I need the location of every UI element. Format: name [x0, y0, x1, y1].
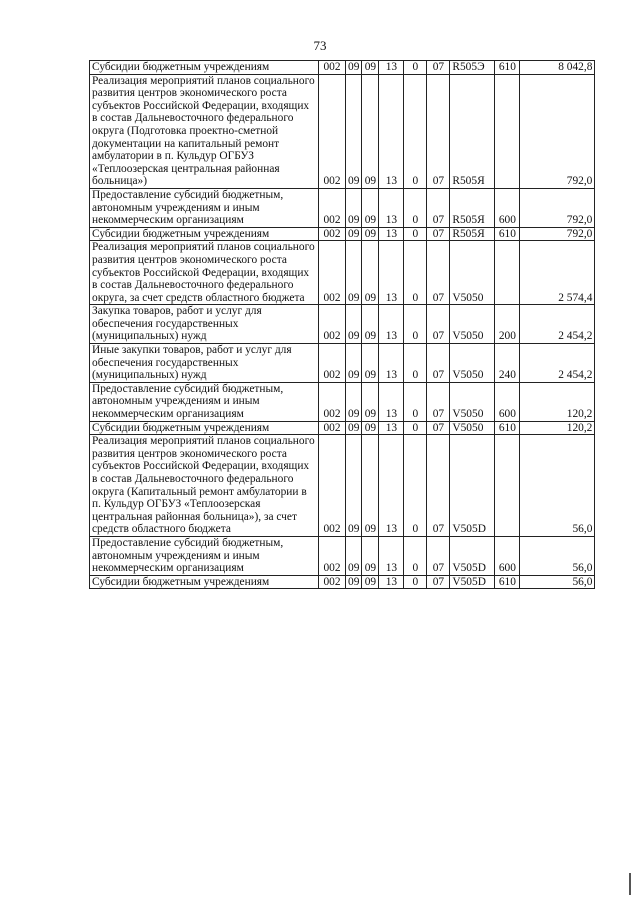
amount-cell: 792,0 [520, 74, 595, 188]
direction-code-cell: R505Я [450, 227, 495, 241]
table-row [90, 344, 595, 383]
table-row [90, 435, 595, 537]
activity-code-cell: 07 [427, 227, 450, 241]
expense-type-cell: 610 [495, 227, 520, 241]
subsection-code-cell: 09 [362, 435, 379, 537]
ministry-code-cell: 002 [319, 344, 346, 383]
expense-type-cell: 240 [495, 344, 520, 383]
row-name-cell: Реализация мероприятий планов социального развития центров экономического роста субъектов Российской Федерации, входящих в состав Дальневосточного федерального округа, за счет средств областного бюджета [90, 241, 319, 305]
subprogram-code-cell: 0 [404, 74, 427, 188]
row-name-cell: Реализация мероприятий планов социального развития центров экономического роста субъектов Российской Федерации, входящих в состав Дальневосточного федерального округа (Капитальный ремонт амбулатории в п. Кульдур ОГБУЗ «Теплоозерская центральная районная больница»), за счет средств областного бюджета [90, 435, 319, 537]
subprogram-code-cell: 0 [404, 305, 427, 344]
expense-type-cell [495, 241, 520, 305]
subsection-code-cell: 09 [362, 305, 379, 344]
table-row [90, 421, 595, 435]
amount-cell: 792,0 [520, 188, 595, 227]
expense-type-cell [495, 435, 520, 537]
subprogram-code-cell: 0 [404, 536, 427, 575]
subprogram-code-cell: 0 [404, 382, 427, 421]
amount-cell: 8 042,8 [520, 61, 595, 75]
program-code-cell: 13 [379, 536, 404, 575]
subprogram-code-cell: 0 [404, 188, 427, 227]
page-number: 73 [313, 38, 327, 53]
ministry-code-cell: 002 [319, 227, 346, 241]
subsection-code-cell: 09 [362, 74, 379, 188]
section-code-cell: 09 [346, 435, 362, 537]
program-code-cell: 13 [379, 241, 404, 305]
direction-code-cell: V505D [450, 575, 495, 589]
activity-code-cell: 07 [427, 575, 450, 589]
subprogram-code-cell: 0 [404, 435, 427, 537]
expense-type-cell: 200 [495, 305, 520, 344]
row-name-cell: Субсидии бюджетным учреждениям [90, 61, 319, 75]
subprogram-code-cell: 0 [404, 227, 427, 241]
margin-mark [629, 873, 631, 895]
activity-code-cell: 07 [427, 421, 450, 435]
ministry-code-cell: 002 [319, 305, 346, 344]
program-code-cell: 13 [379, 344, 404, 383]
subsection-code-cell: 09 [362, 61, 379, 75]
section-code-cell: 09 [346, 61, 362, 75]
program-code-cell: 13 [379, 227, 404, 241]
subsection-code-cell: 09 [362, 227, 379, 241]
ministry-code-cell: 002 [319, 61, 346, 75]
ministry-code-cell: 002 [319, 74, 346, 188]
activity-code-cell: 07 [427, 74, 450, 188]
table-row [90, 227, 595, 241]
section-code-cell: 09 [346, 188, 362, 227]
activity-code-cell: 07 [427, 61, 450, 75]
expense-type-cell: 600 [495, 382, 520, 421]
table-row [90, 241, 595, 305]
section-code-cell: 09 [346, 74, 362, 188]
amount-cell: 120,2 [520, 421, 595, 435]
program-code-cell: 13 [379, 575, 404, 589]
subsection-code-cell: 09 [362, 536, 379, 575]
ministry-code-cell: 002 [319, 435, 346, 537]
section-code-cell: 09 [346, 575, 362, 589]
table-row [90, 61, 595, 75]
direction-code-cell: V5050 [450, 241, 495, 305]
ministry-code-cell: 002 [319, 188, 346, 227]
amount-cell: 56,0 [520, 435, 595, 537]
row-name-cell: Субсидии бюджетным учреждениям [90, 227, 319, 241]
program-code-cell: 13 [379, 74, 404, 188]
row-name-cell: Закупка товаров, работ и услуг для обеспечения государственных (муниципальных) нужд [90, 305, 319, 344]
table-row [90, 305, 595, 344]
subsection-code-cell: 09 [362, 382, 379, 421]
subprogram-code-cell: 0 [404, 421, 427, 435]
row-name-cell: Предоставление субсидий бюджетным, автономным учреждениям и иным некоммерческим организациям [90, 382, 319, 421]
table-row [90, 382, 595, 421]
activity-code-cell: 07 [427, 344, 450, 383]
expense-type-cell: 610 [495, 421, 520, 435]
ministry-code-cell: 002 [319, 536, 346, 575]
amount-cell: 792,0 [520, 227, 595, 241]
direction-code-cell: R505Э [450, 61, 495, 75]
direction-code-cell: R505Я [450, 188, 495, 227]
ministry-code-cell: 002 [319, 241, 346, 305]
program-code-cell: 13 [379, 435, 404, 537]
table-row [90, 536, 595, 575]
section-code-cell: 09 [346, 305, 362, 344]
program-code-cell: 13 [379, 61, 404, 75]
section-code-cell: 09 [346, 241, 362, 305]
section-code-cell: 09 [346, 344, 362, 383]
table-row [90, 74, 595, 188]
budget-table [89, 60, 595, 589]
expense-type-cell: 600 [495, 188, 520, 227]
activity-code-cell: 07 [427, 188, 450, 227]
direction-code-cell: V505D [450, 536, 495, 575]
amount-cell: 56,0 [520, 536, 595, 575]
direction-code-cell: V5050 [450, 382, 495, 421]
direction-code-cell: V5050 [450, 305, 495, 344]
amount-cell: 120,2 [520, 382, 595, 421]
expense-type-cell: 610 [495, 61, 520, 75]
expense-type-cell [495, 74, 520, 188]
section-code-cell: 09 [346, 227, 362, 241]
direction-code-cell: V5050 [450, 344, 495, 383]
row-name-cell: Предоставление субсидий бюджетным, автономным учреждениям и иным некоммерческим организациям [90, 536, 319, 575]
subsection-code-cell: 09 [362, 344, 379, 383]
direction-code-cell: V505D [450, 435, 495, 537]
program-code-cell: 13 [379, 188, 404, 227]
activity-code-cell: 07 [427, 536, 450, 575]
subsection-code-cell: 09 [362, 575, 379, 589]
expense-type-cell: 610 [495, 575, 520, 589]
amount-cell: 2 454,2 [520, 344, 595, 383]
section-code-cell: 09 [346, 536, 362, 575]
activity-code-cell: 07 [427, 241, 450, 305]
subprogram-code-cell: 0 [404, 344, 427, 383]
direction-code-cell: R505Я [450, 74, 495, 188]
activity-code-cell: 07 [427, 382, 450, 421]
row-name-cell: Субсидии бюджетным учреждениям [90, 575, 319, 589]
section-code-cell: 09 [346, 382, 362, 421]
expense-type-cell: 600 [495, 536, 520, 575]
program-code-cell: 13 [379, 305, 404, 344]
ministry-code-cell: 002 [319, 575, 346, 589]
amount-cell: 56,0 [520, 575, 595, 589]
budget-table-body [90, 61, 595, 589]
direction-code-cell: V5050 [450, 421, 495, 435]
subprogram-code-cell: 0 [404, 61, 427, 75]
activity-code-cell: 07 [427, 305, 450, 344]
ministry-code-cell: 002 [319, 421, 346, 435]
subsection-code-cell: 09 [362, 188, 379, 227]
subsection-code-cell: 09 [362, 241, 379, 305]
row-name-cell: Иные закупки товаров, работ и услуг для обеспечения государственных (муниципальных) нужд [90, 344, 319, 383]
ministry-code-cell: 002 [319, 382, 346, 421]
amount-cell: 2 454,2 [520, 305, 595, 344]
subsection-code-cell: 09 [362, 421, 379, 435]
section-code-cell: 09 [346, 421, 362, 435]
subprogram-code-cell: 0 [404, 241, 427, 305]
table-row [90, 188, 595, 227]
amount-cell: 2 574,4 [520, 241, 595, 305]
subprogram-code-cell: 0 [404, 575, 427, 589]
program-code-cell: 13 [379, 382, 404, 421]
table-row [90, 575, 595, 589]
row-name-cell: Субсидии бюджетным учреждениям [90, 421, 319, 435]
activity-code-cell: 07 [427, 435, 450, 537]
program-code-cell: 13 [379, 421, 404, 435]
row-name-cell: Реализация мероприятий планов социального развития центров экономического роста субъектов Российской Федерации, входящих в состав Дальневосточного федерального округа (Подготовка проектно-сметной документации на капитальный ремонт амбулатории в п. Кульдур ОГБУЗ «Теплоозерская центральная районная больница») [90, 74, 319, 188]
row-name-cell: Предоставление субсидий бюджетным, автономным учреждениям и иным некоммерческим организациям [90, 188, 319, 227]
